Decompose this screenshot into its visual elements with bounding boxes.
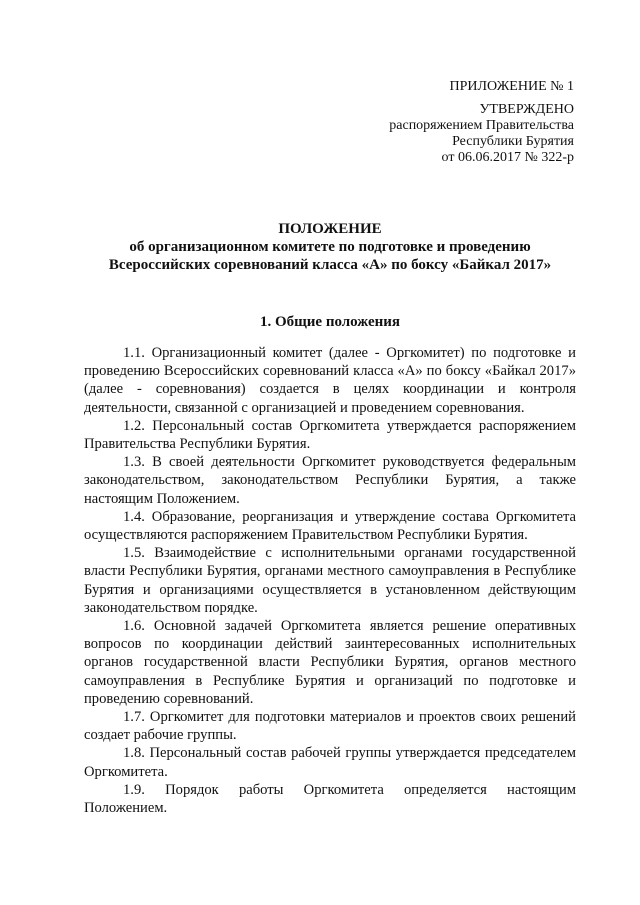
approval-line-republic: Республики Бурятия — [452, 134, 574, 149]
title-line-2: об организационном комитете по подготовке и проведению — [129, 239, 531, 255]
section-heading: 1. Общие положения — [259, 314, 401, 330]
paragraph-1-8: 1.8. Персональный состав рабочей группы утверждается председателем Оргкомитета. — [84, 745, 576, 780]
paragraph-1-9: 1.9. Порядок работы Оргкомитета определяется настоящим Положением. — [84, 781, 576, 817]
approval-line-date-number: от 06.06.2017 № 322-р — [441, 150, 574, 165]
section-body — [84, 344, 576, 817]
paragraph-1-1: 1.1. Организационный комитет (далее - Оргкомитет) по подготовке и проведению Всероссийских соревнований класса «А» по боксу «Байкал 2017» (далее - соревнования) создается в целях координации и контроля деятельности, связанной с организацией и проведением соревнования. — [84, 345, 576, 416]
paragraph-1-4: 1.4. Образование, реорганизация и утверждение состава Оргкомитета осуществляются распоряжением Правительством Республики Бурятия. — [84, 508, 576, 544]
approval-line-order: распоряжением Правительства — [389, 118, 574, 133]
paragraph-1-6: 1.6. Основной задачей Оргкомитета является решение оперативных вопросов по координации действий заинтересованных исполнительных органов государственной власти Республики Бурятия, органов местного самоуправления в Республике Бурятия и организаций по подготовке и проведению соревнований. — [84, 618, 576, 707]
paragraph-1-7: 1.7. Оргкомитет для подготовки материалов и проектов своих решений создает рабочие группы. — [84, 709, 576, 744]
approval-stamp-block — [389, 102, 574, 166]
paragraph-1-2: 1.2. Персональный состав Оргкомитета утверждается распоряжением Правительства Республики Бурятия. — [84, 417, 576, 453]
annex-label: ПРИЛОЖЕНИЕ № 1 — [449, 79, 574, 94]
title-line-3: Всероссийских соревнований класса «А» по боксу «Байкал 2017» — [108, 257, 552, 273]
approval-line-approved: УТВЕРЖДЕНО — [479, 102, 574, 117]
paragraph-1-3: 1.3. В своей деятельности Оргкомитет руководствуется федеральным законодательством, законодательством Республики Бурятия, а также настоящим Положением. — [84, 454, 576, 507]
title-line-1: ПОЛОЖЕНИЕ — [278, 221, 382, 237]
paragraph-1-5: 1.5. Взаимодействие с исполнительными органами государственной власти Республики Бурятия, органами местного самоуправления в Республике Бурятия и организациями осуществляется в установленном действующим законодательством порядке. — [84, 545, 576, 616]
document-title — [80, 220, 580, 274]
